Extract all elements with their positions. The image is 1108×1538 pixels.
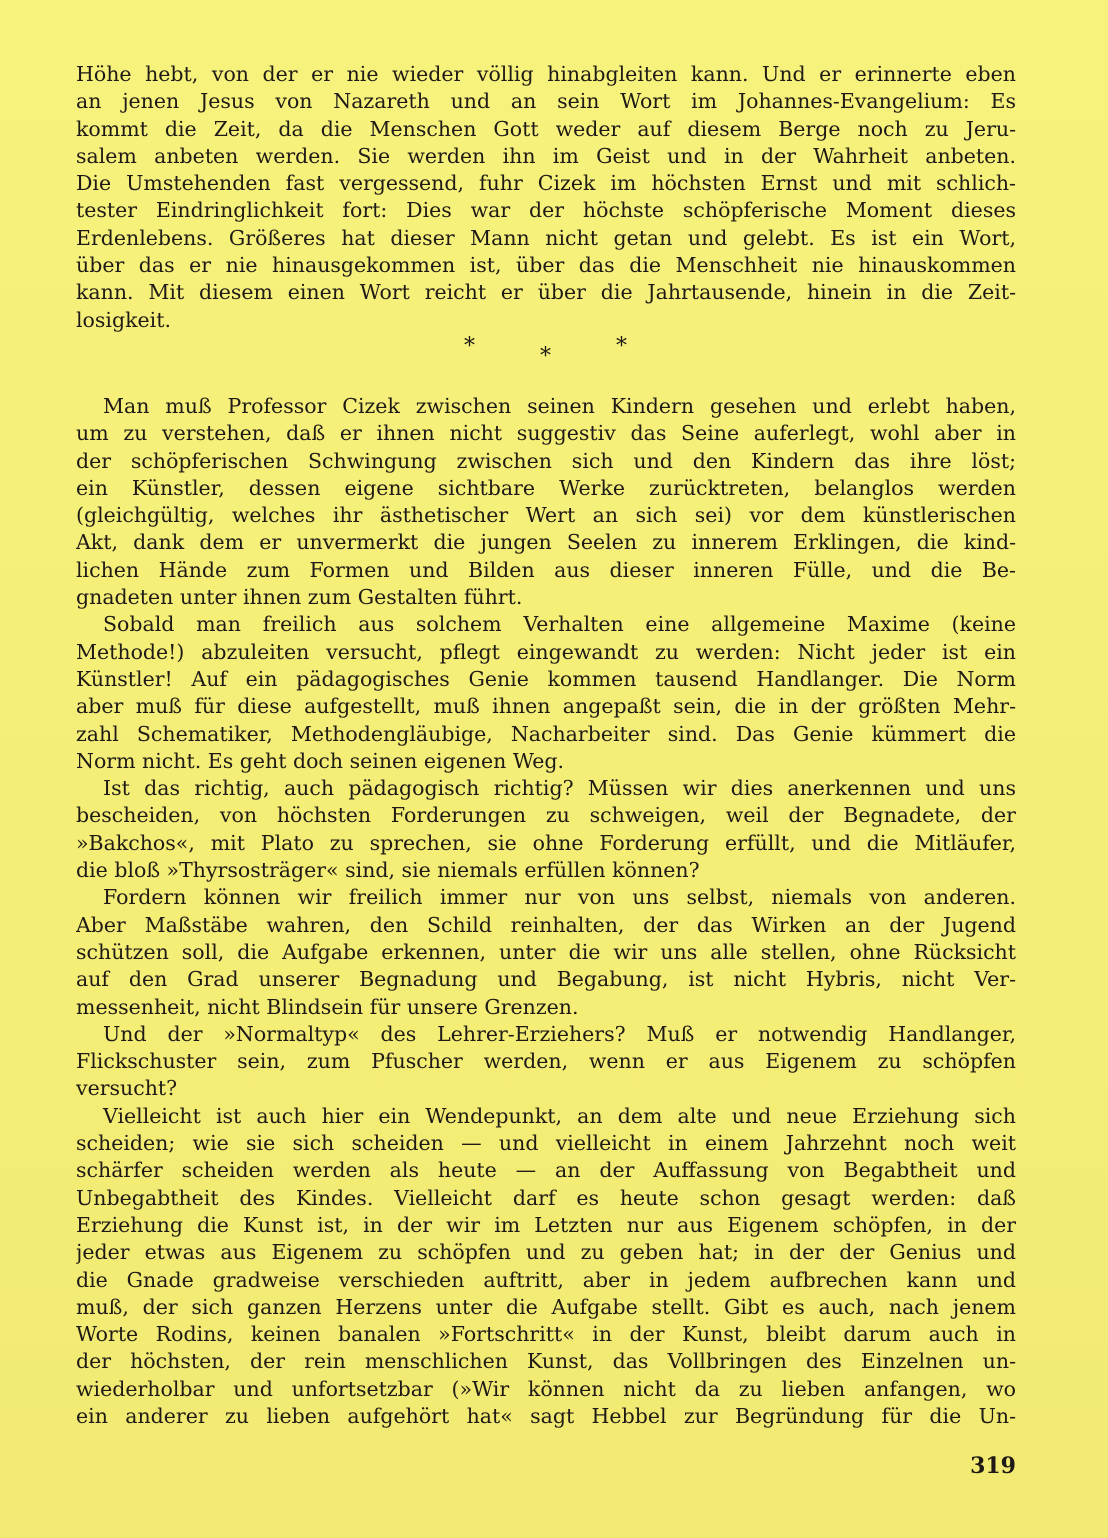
asterisk: * bbox=[464, 334, 475, 359]
text-line: zahl Schematiker, Methodengläubige, Nacharbeiter sind. Das Genie kümmert die bbox=[76, 721, 1016, 746]
text-line: Fordern können wir freilich immer nur von uns selbst, niemals von anderen. bbox=[103, 885, 1016, 910]
text-line: scheiden; wie sie sich scheiden — und vielleicht in einem Jahrzehnt noch weit bbox=[76, 1131, 1016, 1156]
text-line: Ist das richtig, auch pädagogisch richtig? Müssen wir dies anerkennen und uns bbox=[103, 776, 1016, 801]
text-line: jeder etwas aus Eigenem zu schöpfen und zu geben hat; in der der Genius und bbox=[76, 1240, 1016, 1265]
text-line: Erziehung die Kunst ist, in der wir im Letzten nur aus Eigenem schöpfen, in der bbox=[76, 1212, 1016, 1237]
text-line: Die Umstehenden fast vergessend, fuhr Cizek im höchsten Ernst und mit schlich- bbox=[76, 171, 1016, 196]
text-line: Flickschuster sein, zum Pfuscher werden, wenn er aus Eigenem zu schöpfen bbox=[76, 1049, 1016, 1074]
asterisk: * bbox=[616, 334, 627, 359]
text-line: die bloß »Thyrsosträger« sind, sie niemals erfüllen können? bbox=[76, 858, 700, 883]
text-line: bescheiden, von höchsten Forderungen zu schweigen, weil der Begnadete, der bbox=[76, 803, 1016, 828]
text-line: Unbegabtheit des Kindes. Vielleicht darf es heute schon gesagt werden: daß bbox=[76, 1185, 1016, 1210]
asterisk: * bbox=[540, 344, 551, 369]
text-line: Und der »Normaltyp« des Lehrer-Erziehers? Muß er notwendig Handlanger, bbox=[103, 1021, 1016, 1046]
text-line: wiederholbar und unfortsetzbar (»Wir können nicht da zu lieben anfangen, wo bbox=[76, 1376, 1016, 1401]
text-line: »Bakchos«, mit Plato zu sprechen, sie ohne Forderung erfüllt, und die Mitläufer, bbox=[76, 830, 1016, 855]
text-line: Worte Rodins, keinen banalen »Fortschritt« in der Kunst, bleibt darum auch in bbox=[76, 1322, 1016, 1347]
text-line: schützen soll, die Aufgabe erkennen, unter die wir uns alle stellen, ohne Rücksicht bbox=[76, 939, 1016, 964]
text-line: der schöpferischen Schwingung zwischen sich und den Kindern das ihre löst; bbox=[76, 448, 1016, 473]
text-line: Höhe hebt, von der er nie wieder völlig hinabgleiten kann. Und er erinnerte eben bbox=[76, 62, 1016, 86]
text-line: kann. Mit diesem einen Wort reicht er über die Jahrtausende, hinein in die Zeit- bbox=[76, 280, 1016, 305]
text-line: Akt, dank dem er unvermerkt die jungen Seelen zu innerem Erklingen, die kind- bbox=[76, 530, 1016, 555]
text-line: losigkeit. bbox=[76, 307, 171, 332]
text-line: salem anbeten werden. Sie werden ihn im Geist und in der Wahrheit anbeten. bbox=[76, 143, 1016, 168]
text-line: schärfer scheiden werden als heute — an der Auffassung von Begabtheit und bbox=[76, 1158, 1016, 1183]
text-line: versucht? bbox=[76, 1076, 178, 1101]
text-line: (gleichgültig, welches ihr ästhetischer Wert an sich sei) vor dem künstlerischen bbox=[76, 503, 1016, 528]
text-line: Man muß Professor Cizek zwischen seinen Kindern gesehen und erlebt haben, bbox=[103, 394, 1016, 418]
top-paragraph bbox=[76, 61, 1016, 334]
text-line: ein anderer zu lieben aufgehört hat« sagt Hebbel zur Begründung für die Un- bbox=[76, 1403, 1016, 1428]
text-line: Künstler! Auf ein pädagogisches Genie kommen tausend Handlanger. Die Norm bbox=[76, 666, 1016, 691]
text-line: Norm nicht. Es geht doch seinen eigenen Weg. bbox=[76, 748, 565, 773]
text-line: Erdenlebens. Größeres hat dieser Mann nicht getan und gelebt. Es ist ein Wort, bbox=[76, 225, 1016, 250]
text-line: um zu verstehen, daß er ihnen nicht suggestiv das Seine auferlegt, wohl aber in bbox=[76, 421, 1016, 446]
text-line: tester Eindringlichkeit fort: Dies war der höchste schöpferische Moment dieses bbox=[76, 198, 1016, 223]
text-line: Methode!) abzuleiten versucht, pflegt eingewandt zu werden: Nicht jeder ist ein bbox=[76, 639, 1016, 664]
text-line: auf den Grad unserer Begnadung und Begabung, ist nicht Hybris, nicht Ver- bbox=[76, 967, 1016, 992]
main-text bbox=[76, 393, 1016, 1430]
text-line: kommt die Zeit, da die Menschen Gott weder auf diesem Berge noch zu Jeru- bbox=[76, 116, 1016, 141]
text-line: messenheit, nicht Blindsein für unsere Grenzen. bbox=[76, 994, 579, 1019]
section-separator bbox=[440, 334, 660, 374]
text-line: Sobald man freilich aus solchem Verhalten eine allgemeine Maxime (keine bbox=[103, 612, 1016, 637]
text-line: an jenen Jesus von Nazareth und an sein Wort im Johannes-Evangelium: Es bbox=[76, 89, 1016, 114]
text-line: über das er nie hinausgekommen ist, über das die Menschheit nie hinauskommen bbox=[76, 253, 1016, 278]
text-line: ein Künstler, dessen eigene sichtbare Werke zurücktreten, belanglos werden bbox=[76, 475, 1016, 500]
text-line: muß, der sich ganzen Herzens unter die Aufgabe stellt. Gibt es auch, nach jenem bbox=[76, 1294, 1016, 1319]
text-line: die Gnade gradweise verschieden auftritt, aber in jedem aufbrechen kann und bbox=[76, 1267, 1016, 1292]
text-line: gnadeten unter ihnen zum Gestalten führt. bbox=[76, 585, 523, 610]
text-line: lichen Hände zum Formen und Bilden aus dieser inneren Fülle, und die Be- bbox=[76, 557, 1016, 582]
text-line: aber muß für diese aufgestellt, muß ihnen angepaßt sein, die in der größten Mehr- bbox=[76, 694, 1016, 719]
text-line: der höchsten, der rein menschlichen Kunst, das Vollbringen des Einzelnen un- bbox=[76, 1349, 1016, 1374]
page-number: 319 bbox=[970, 1453, 1016, 1479]
text-line: Aber Maßstäbe wahren, den Schild reinhalten, der das Wirken an der Jugend bbox=[76, 912, 1016, 937]
text-line: Vielleicht ist auch hier ein Wendepunkt, an dem alte und neue Erziehung sich bbox=[103, 1103, 1016, 1128]
